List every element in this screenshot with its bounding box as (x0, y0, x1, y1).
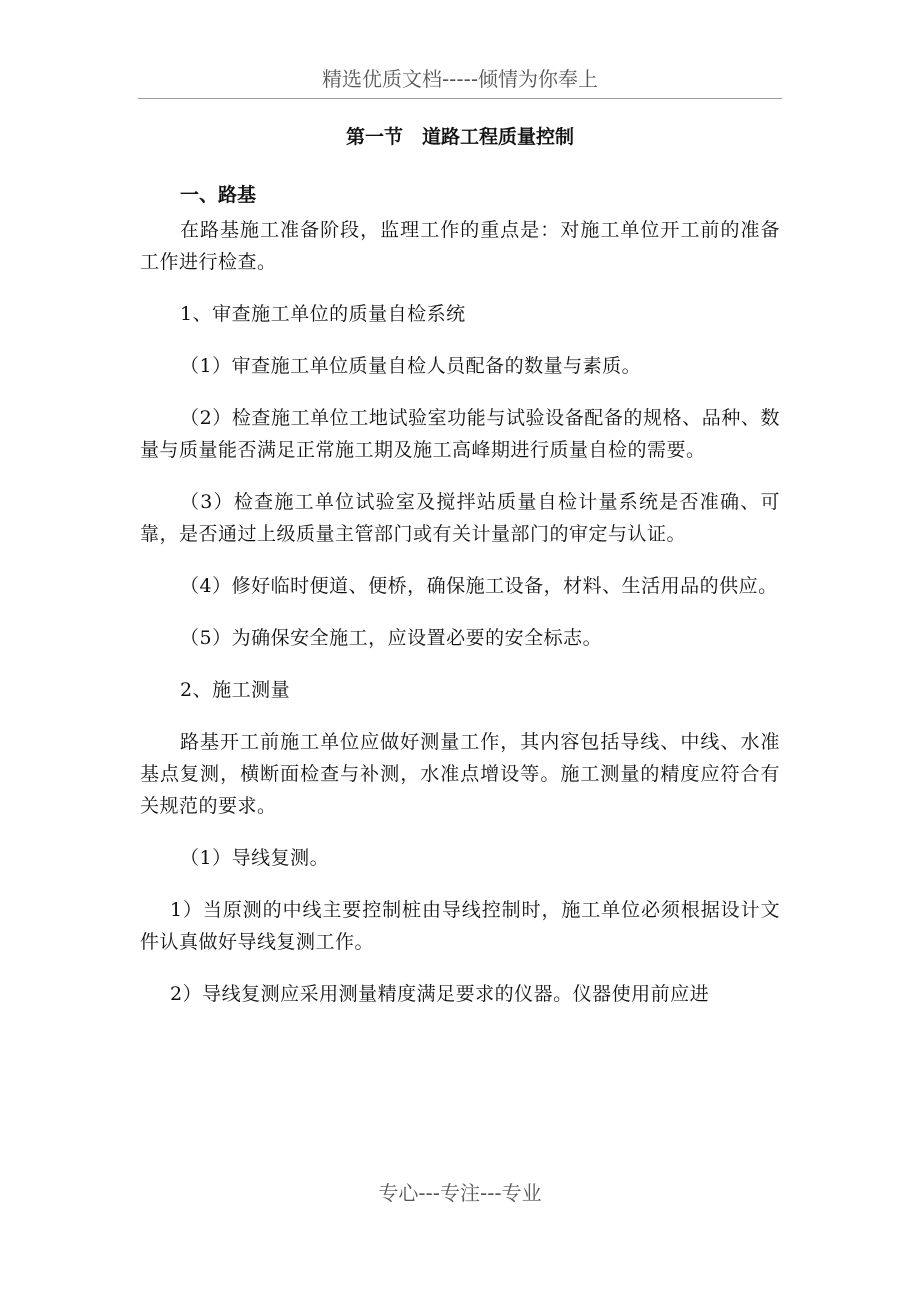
list-item: （3）检查施工单位试验室及搅拌站质量自检计量系统是否准确、可靠，是否通过上级质量主管部门或有关计量部门的审定与认证。 (140, 491, 780, 545)
list-item: （4）修好临时便道、便桥，确保施工设备，材料、生活用品的供应。 (180, 575, 778, 597)
sub-heading-traverse-resurvey: （1）导线复测。 (180, 847, 330, 869)
document-title: 第一节 道路工程质量控制 (345, 126, 574, 148)
list-item: （1）审查施工单位质量自检人员配备的数量与素质。 (180, 355, 642, 377)
page-footer: 专心---专注---专业 (378, 1181, 542, 1205)
list-item: 2）导线复测应采用测量精度满足要求的仪器。仪器使用前应进 (170, 983, 710, 1005)
list-item: （2）检查施工单位工地试验室功能与试验设备配备的规格、品种、数量与质量能否满足正常施工期及施工高峰期进行质量自检的需要。 (140, 407, 780, 461)
section-intro-paragraph: 在路基施工准备阶段，监理工作的重点是：对施工单位开工前的准备工作进行检查。 (140, 219, 780, 273)
survey-intro-paragraph: 路基开工前施工单位应做好测量工作，其内容包括导线、中线、水准基点复测，横断面检查与补测，水准点增设等。施工测量的精度应符合有关规范的要求。 (140, 731, 780, 817)
document-body (140, 122, 780, 1010)
section-heading-subgrade: 一、路基 (180, 184, 257, 206)
item-heading-survey: 2、施工测量 (180, 679, 291, 701)
header-divider (138, 98, 782, 99)
list-item: 1）当原测的中线主要控制桩由导线控制时，施工单位必须根据设计文件认真做好导线复测工作。 (140, 899, 780, 953)
list-item: （5）为确保安全施工，应设置必要的安全标志。 (180, 627, 603, 649)
item-heading-quality-check: 1、审查施工单位的质量自检系统 (180, 303, 466, 325)
page-header: 精选优质文档-----倾情为你奉上 (321, 67, 599, 91)
